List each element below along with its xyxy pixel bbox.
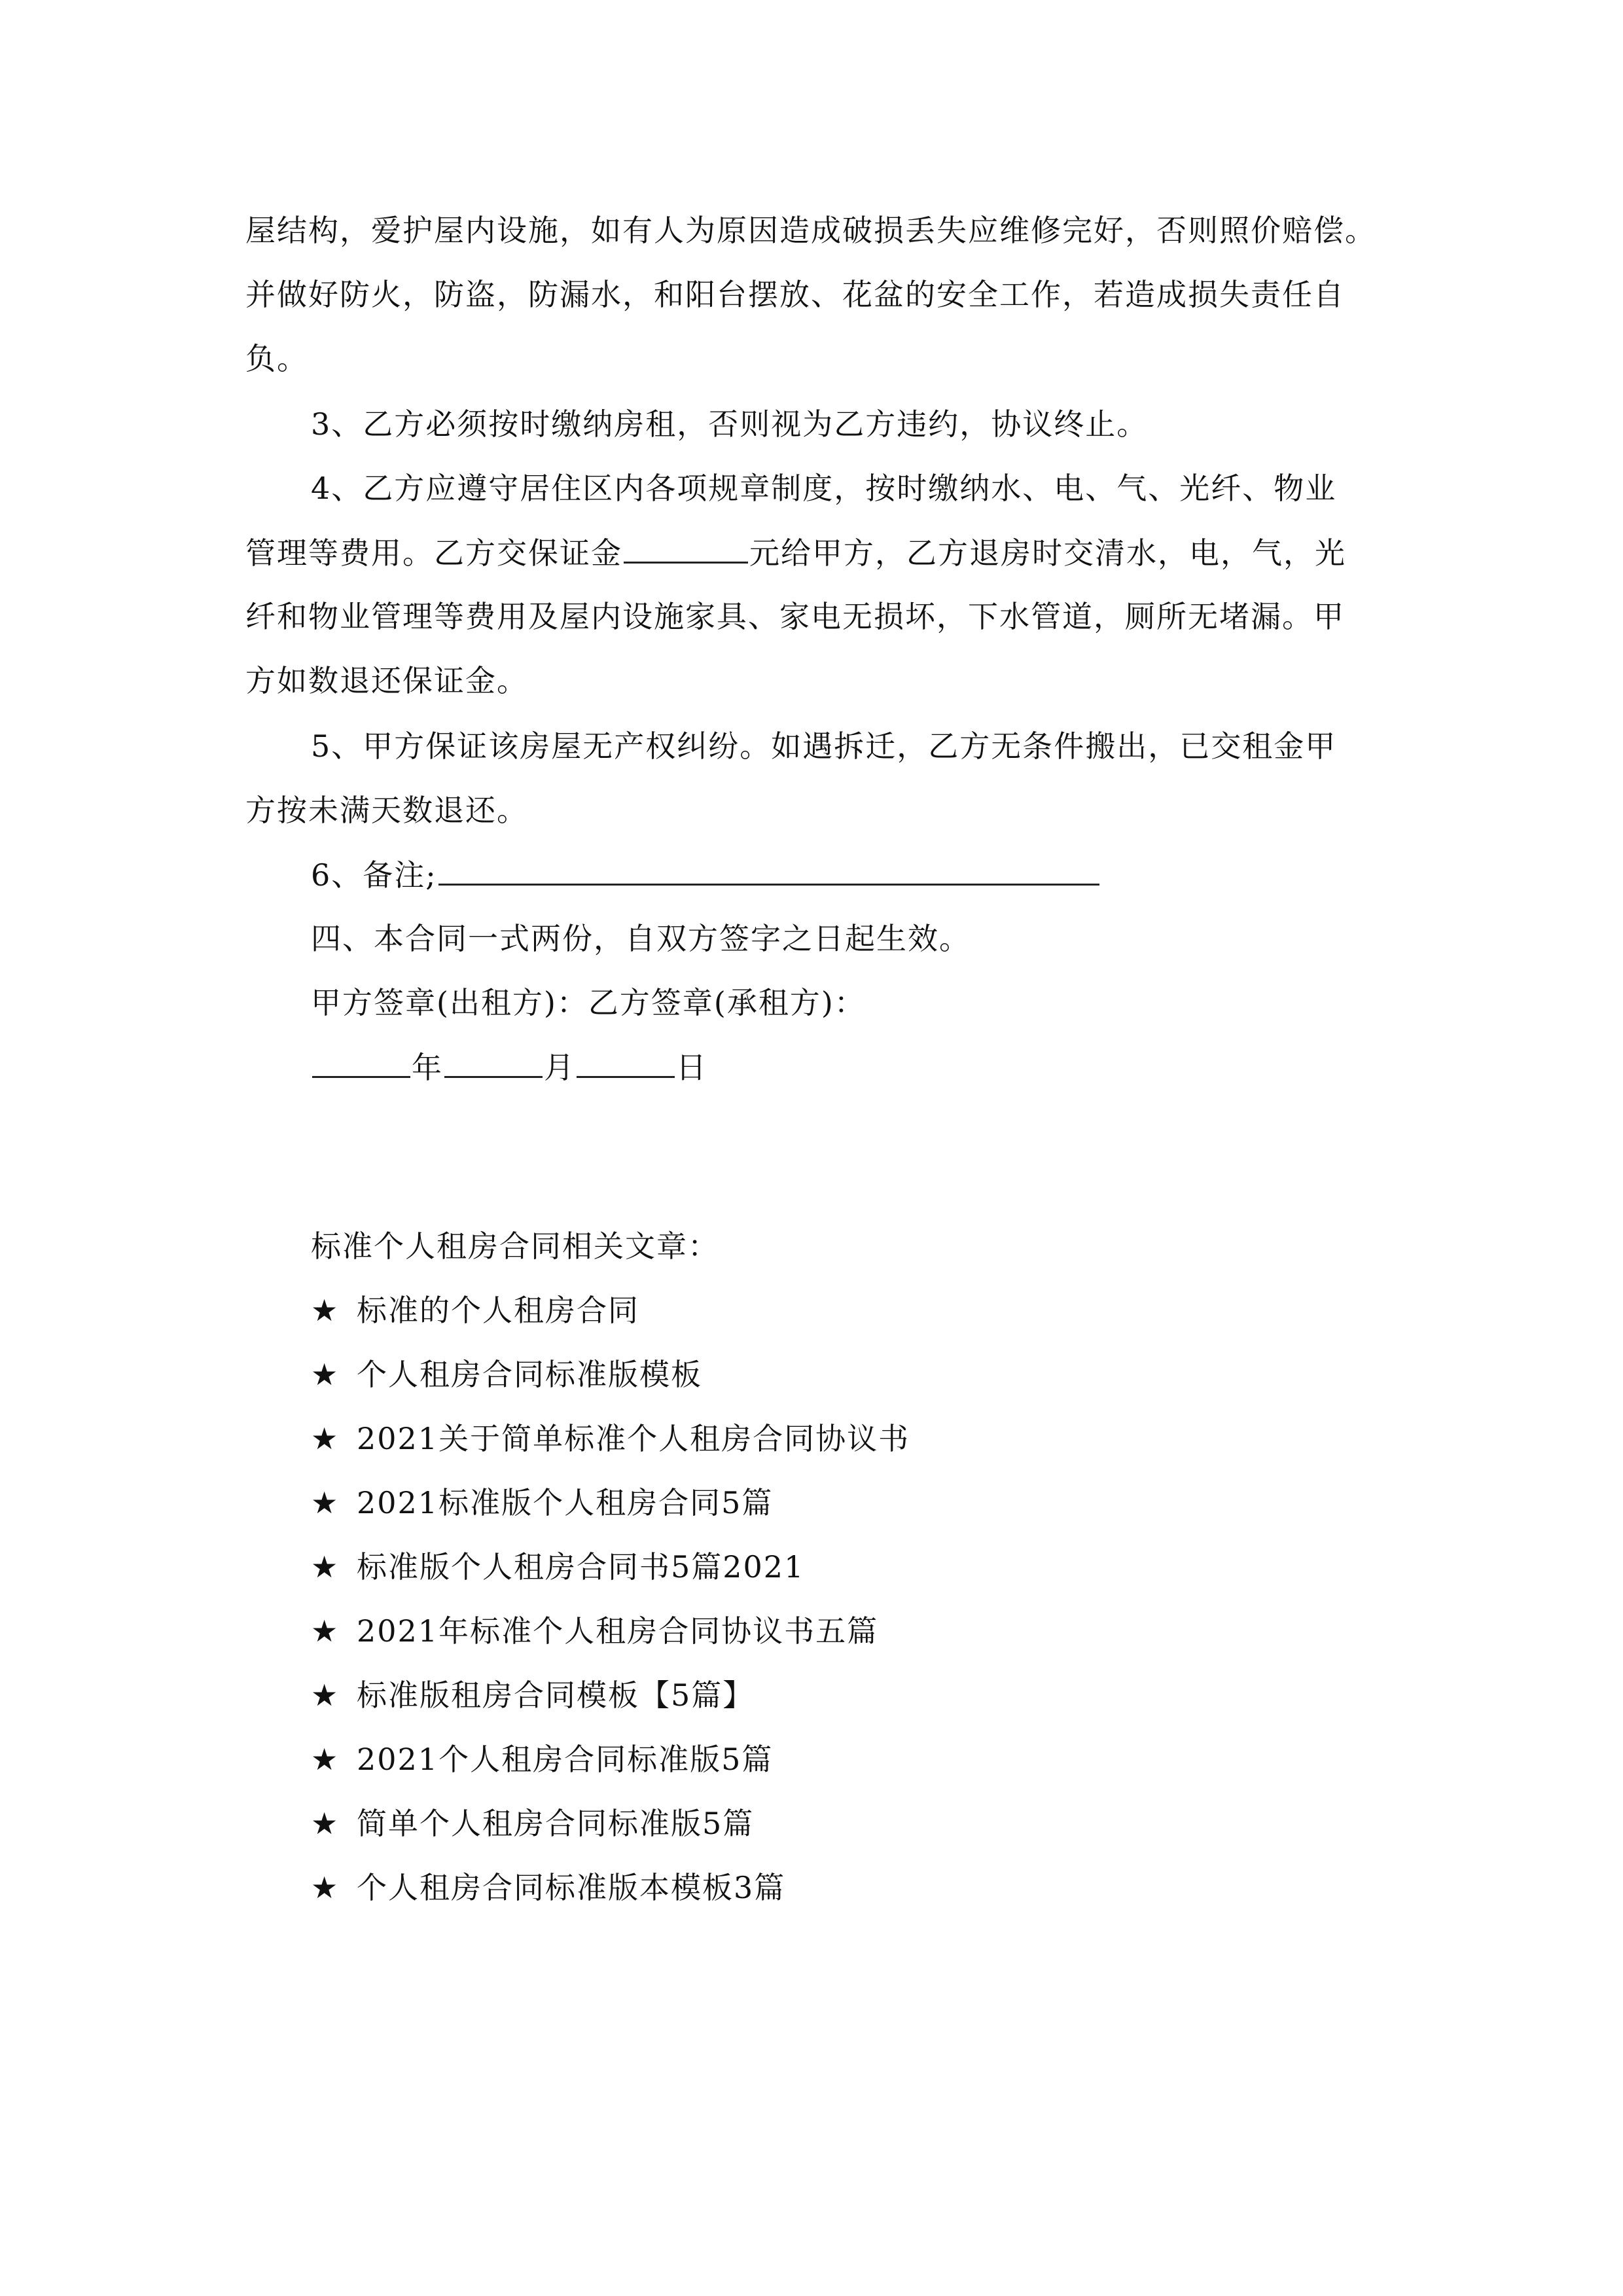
- clause-5-line-2: 方按未满天数退还。: [245, 793, 528, 828]
- related-item-label[interactable]: 2021年标准个人租房合同协议书五篇: [357, 1613, 879, 1649]
- month-label: 月: [544, 1050, 575, 1085]
- paragraph-line: 屋结构，爱护屋内设施，如有人为原因造成破损丢失应维修完好，否则照价赔偿。: [245, 213, 1376, 248]
- related-item[interactable]: [311, 1291, 639, 1330]
- year-label: 年: [412, 1050, 443, 1085]
- star-icon: ★: [311, 1357, 340, 1392]
- month-blank: [444, 1047, 543, 1078]
- day-blank: [577, 1047, 675, 1078]
- star-icon: ★: [311, 1293, 340, 1328]
- remarks-blank: [438, 855, 1099, 886]
- related-item[interactable]: [311, 1483, 773, 1522]
- clause-5-line-1: 5、甲方保证该房屋无产权纠纷。如遇拆迁，乙方无条件搬出，已交租金甲: [311, 728, 1337, 764]
- star-icon: ★: [311, 1549, 340, 1585]
- related-item[interactable]: [311, 1419, 910, 1458]
- related-item[interactable]: [311, 1740, 773, 1779]
- related-item-label[interactable]: 2021关于简单标准个人租房合同协议书: [357, 1421, 910, 1456]
- related-item-label[interactable]: 个人租房合同标准版本模板3篇: [357, 1870, 786, 1905]
- clause-4-line-1: 4、乙方应遵守居住区内各项规章制度，按时缴纳水、电、气、光纤、物业: [311, 471, 1337, 506]
- clause-4-text-b: 元给甲方，乙方退房时交清水，电，气，光: [749, 535, 1346, 571]
- clause-4-line-4: 方如数退还保证金。: [245, 663, 528, 698]
- related-item-label[interactable]: 个人租房合同标准版模板: [357, 1357, 702, 1392]
- related-item[interactable]: [311, 1355, 702, 1394]
- related-item-label[interactable]: 2021个人租房合同标准版5篇: [357, 1742, 774, 1777]
- star-icon: ★: [311, 1485, 340, 1520]
- day-label: 日: [676, 1050, 707, 1085]
- star-icon: ★: [311, 1613, 340, 1649]
- year-blank: [312, 1047, 410, 1078]
- related-heading: 标准个人租房合同相关文章：: [311, 1229, 719, 1264]
- star-icon: ★: [311, 1421, 340, 1456]
- related-item[interactable]: [311, 1804, 754, 1843]
- paragraph-line: 负。: [245, 341, 308, 376]
- related-item-label[interactable]: 2021标准版个人租房合同5篇: [357, 1485, 774, 1520]
- related-item[interactable]: [311, 1547, 804, 1587]
- related-item-label[interactable]: 标准版个人租房合同书5篇2021: [357, 1549, 805, 1585]
- star-icon: ★: [311, 1742, 340, 1777]
- star-icon: ★: [311, 1677, 340, 1713]
- clause-4-text-a: 管理等费用。乙方交保证金: [245, 535, 622, 571]
- related-item-label[interactable]: 标准版租房合同模板【5篇】: [357, 1677, 755, 1713]
- clause-4-line-3: 纤和物业管理等费用及屋内设施家具、家电无损坏，下水管道，厕所无堵漏。甲: [245, 599, 1345, 634]
- clause-6-label: 6、备注;: [311, 857, 437, 893]
- star-icon: ★: [311, 1806, 340, 1841]
- related-item[interactable]: [311, 1868, 785, 1907]
- section-4: 四、本合同一式两份，自双方签字之日起生效。: [311, 921, 971, 956]
- related-item[interactable]: [311, 1611, 878, 1651]
- date-line: [311, 1047, 707, 1087]
- star-icon: ★: [311, 1870, 340, 1905]
- related-item-label[interactable]: 标准的个人租房合同: [357, 1293, 639, 1328]
- paragraph-line: 并做好防火，防盗，防漏水，和阳台摆放、花盆的安全工作，若造成损失责任自: [245, 277, 1345, 312]
- signature-line: 甲方签章(出租方)：乙方签章(承租方)：: [311, 985, 866, 1020]
- related-item[interactable]: [311, 1676, 754, 1715]
- clause-6: [311, 855, 1101, 895]
- clause-4-line-2: [245, 533, 1346, 573]
- clause-3: 3、乙方必须按时缴纳房租，否则视为乙方违约，协议终止。: [311, 406, 1149, 442]
- deposit-blank: [624, 533, 748, 564]
- related-item-label[interactable]: 简单个人租房合同标准版5篇: [357, 1806, 755, 1841]
